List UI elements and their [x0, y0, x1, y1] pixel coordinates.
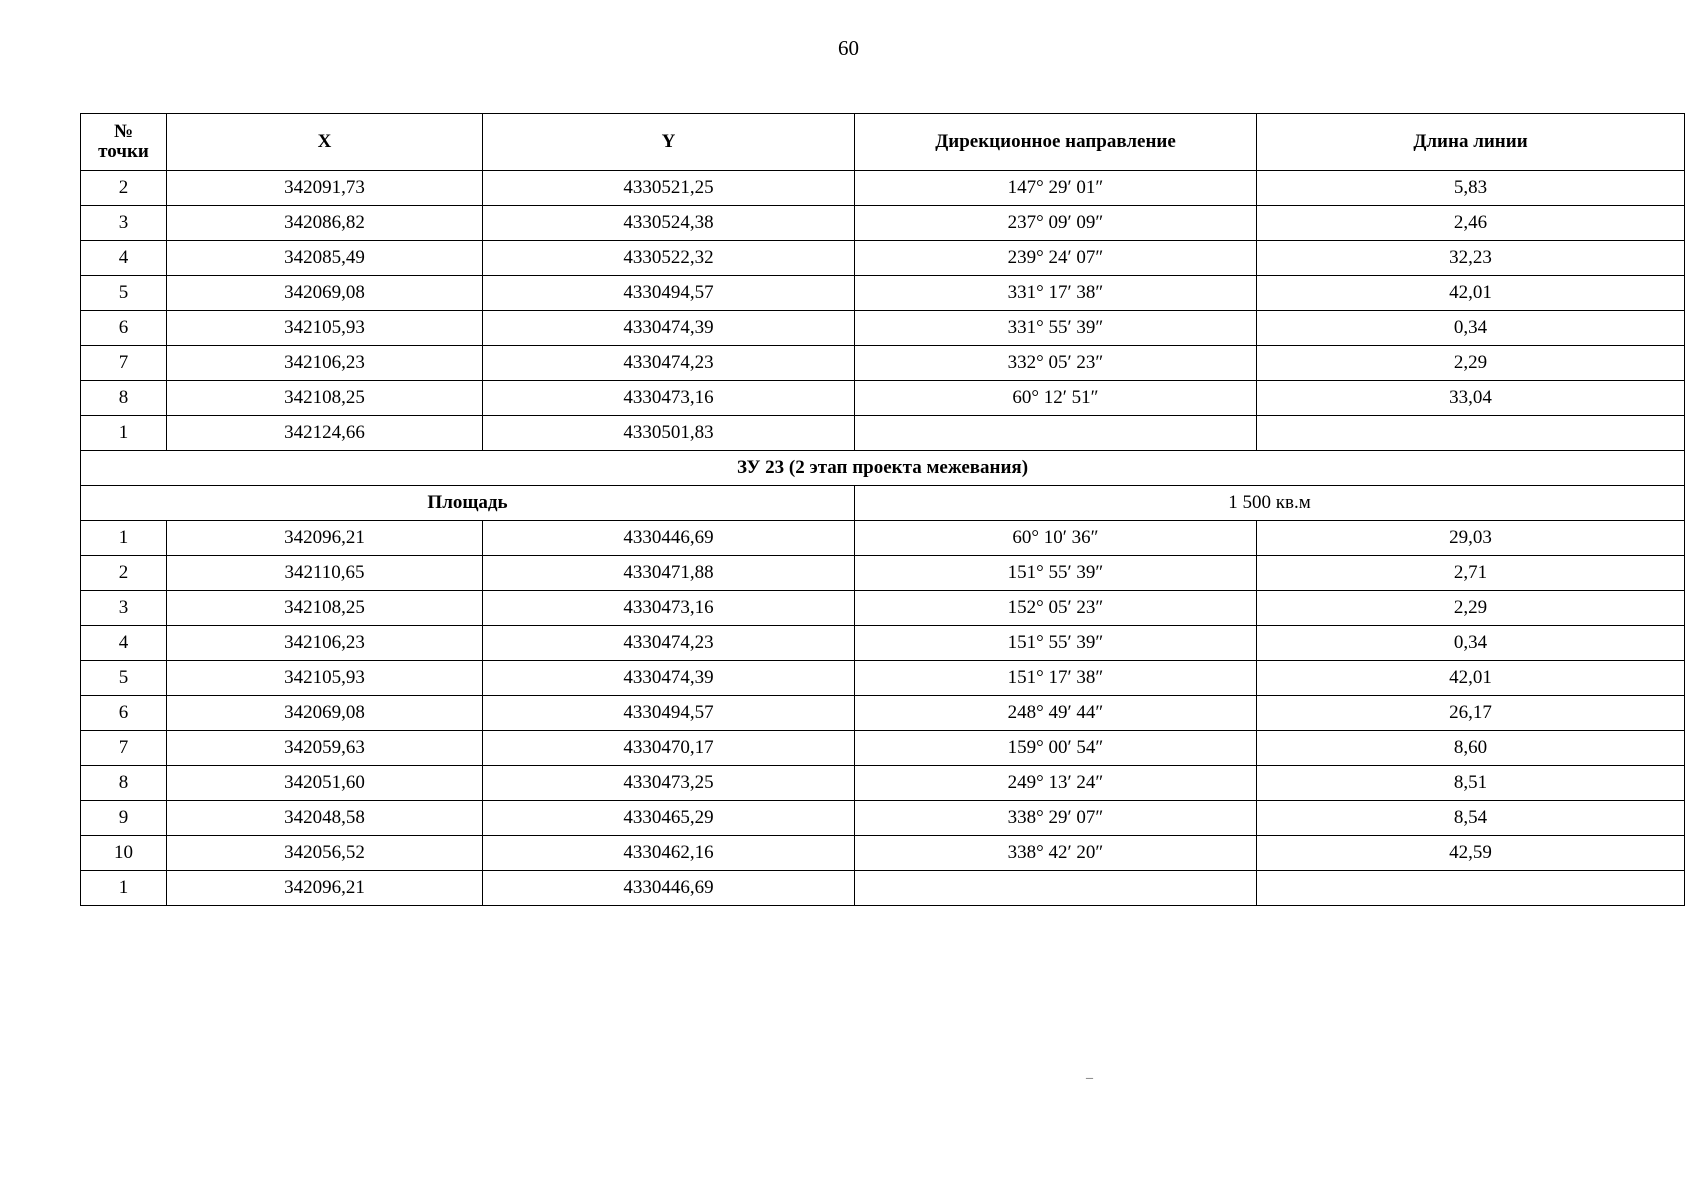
- table-row: [81, 521, 1685, 556]
- table-row: [81, 416, 1685, 451]
- y-cell: 4330473,16: [483, 591, 855, 626]
- x-cell: 342106,23: [167, 626, 483, 661]
- y-cell: 4330522,32: [483, 241, 855, 276]
- table-row: [81, 731, 1685, 766]
- bottom-rows: [81, 521, 1685, 906]
- length-cell: 32,23: [1257, 241, 1685, 276]
- section-title-row: [81, 451, 1685, 486]
- point-number-cell: 8: [81, 381, 167, 416]
- direction-cell: 332° 05′ 23″: [855, 346, 1257, 381]
- direction-cell: 152° 05′ 23″: [855, 591, 1257, 626]
- footer-mark: _: [1086, 1066, 1093, 1081]
- point-number-cell: 2: [81, 171, 167, 206]
- x-cell: 342091,73: [167, 171, 483, 206]
- area-row: [81, 486, 1685, 521]
- direction-cell: 159° 00′ 54″: [855, 731, 1257, 766]
- length-cell: 8,54: [1257, 801, 1685, 836]
- y-cell: 4330471,88: [483, 556, 855, 591]
- y-cell: 4330474,23: [483, 626, 855, 661]
- x-cell: 342108,25: [167, 591, 483, 626]
- table-row: [81, 871, 1685, 906]
- length-cell: 8,51: [1257, 766, 1685, 801]
- header-y: Y: [483, 114, 855, 171]
- page-number: 60: [838, 36, 859, 60]
- point-number-cell: 8: [81, 766, 167, 801]
- section-title: ЗУ 23 (2 этап проекта межевания): [81, 451, 1685, 486]
- x-cell: 342051,60: [167, 766, 483, 801]
- point-number-cell: 3: [81, 206, 167, 241]
- direction-cell: 338° 42′ 20″: [855, 836, 1257, 871]
- table-row: [81, 766, 1685, 801]
- direction-cell: 147° 29′ 01″: [855, 171, 1257, 206]
- x-cell: 342085,49: [167, 241, 483, 276]
- header-point-number: [81, 114, 167, 171]
- point-number-cell: 4: [81, 241, 167, 276]
- x-cell: 342106,23: [167, 346, 483, 381]
- section-block: [81, 451, 1685, 521]
- table-row: [81, 276, 1685, 311]
- x-cell: 342059,63: [167, 731, 483, 766]
- table-row: [81, 836, 1685, 871]
- length-cell: 42,01: [1257, 661, 1685, 696]
- point-number-cell: 2: [81, 556, 167, 591]
- area-value: 1 500 кв.м: [855, 486, 1685, 521]
- direction-cell: 249° 13′ 24″: [855, 766, 1257, 801]
- table-row: [81, 556, 1685, 591]
- table-row: [81, 626, 1685, 661]
- x-cell: 342056,52: [167, 836, 483, 871]
- table-row: [81, 206, 1685, 241]
- area-label: Площадь: [81, 486, 855, 521]
- point-number-cell: 5: [81, 661, 167, 696]
- length-cell: 8,60: [1257, 731, 1685, 766]
- x-cell: 342110,65: [167, 556, 483, 591]
- y-cell: 4330474,23: [483, 346, 855, 381]
- y-cell: 4330473,25: [483, 766, 855, 801]
- point-number-cell: 1: [81, 871, 167, 906]
- coordinates-table: [80, 113, 1685, 906]
- length-cell: 2,46: [1257, 206, 1685, 241]
- y-cell: 4330474,39: [483, 661, 855, 696]
- point-number-cell: 6: [81, 311, 167, 346]
- table-row: [81, 311, 1685, 346]
- y-cell: 4330462,16: [483, 836, 855, 871]
- length-cell: 26,17: [1257, 696, 1685, 731]
- length-cell: 5,83: [1257, 171, 1685, 206]
- length-cell: 29,03: [1257, 521, 1685, 556]
- x-cell: 342069,08: [167, 696, 483, 731]
- direction-cell: 239° 24′ 07″: [855, 241, 1257, 276]
- direction-cell: [855, 416, 1257, 451]
- direction-cell: 331° 55′ 39″: [855, 311, 1257, 346]
- point-number-cell: 7: [81, 346, 167, 381]
- point-number-cell: 6: [81, 696, 167, 731]
- point-number-cell: 4: [81, 626, 167, 661]
- x-cell: 342096,21: [167, 871, 483, 906]
- table-row: [81, 241, 1685, 276]
- y-cell: 4330521,25: [483, 171, 855, 206]
- x-cell: 342048,58: [167, 801, 483, 836]
- direction-cell: 151° 17′ 38″: [855, 661, 1257, 696]
- y-cell: 4330494,57: [483, 276, 855, 311]
- y-cell: 4330524,38: [483, 206, 855, 241]
- y-cell: 4330470,17: [483, 731, 855, 766]
- direction-cell: [855, 871, 1257, 906]
- header-point-number-symbol: №: [113, 121, 134, 142]
- header-point-number-label: точки: [98, 141, 149, 162]
- direction-cell: 237° 09′ 09″: [855, 206, 1257, 241]
- direction-cell: 331° 17′ 38″: [855, 276, 1257, 311]
- length-cell: 0,34: [1257, 626, 1685, 661]
- table-header-row: [81, 114, 1685, 171]
- direction-cell: 151° 55′ 39″: [855, 556, 1257, 591]
- header-direction: Дирекционное направление: [855, 114, 1257, 171]
- length-cell: 2,29: [1257, 591, 1685, 626]
- point-number-cell: 3: [81, 591, 167, 626]
- x-cell: 342069,08: [167, 276, 483, 311]
- table-row: [81, 661, 1685, 696]
- table-row: [81, 171, 1685, 206]
- point-number-cell: 10: [81, 836, 167, 871]
- x-cell: 342105,93: [167, 661, 483, 696]
- length-cell: 42,59: [1257, 836, 1685, 871]
- x-cell: 342096,21: [167, 521, 483, 556]
- x-cell: 342124,66: [167, 416, 483, 451]
- y-cell: 4330465,29: [483, 801, 855, 836]
- y-cell: 4330473,16: [483, 381, 855, 416]
- y-cell: 4330446,69: [483, 871, 855, 906]
- x-cell: 342108,25: [167, 381, 483, 416]
- length-cell: 33,04: [1257, 381, 1685, 416]
- length-cell: 2,29: [1257, 346, 1685, 381]
- y-cell: 4330474,39: [483, 311, 855, 346]
- direction-cell: 60° 12′ 51″: [855, 381, 1257, 416]
- point-number-cell: 5: [81, 276, 167, 311]
- length-cell: 2,71: [1257, 556, 1685, 591]
- x-cell: 342086,82: [167, 206, 483, 241]
- direction-cell: 248° 49′ 44″: [855, 696, 1257, 731]
- direction-cell: 338° 29′ 07″: [855, 801, 1257, 836]
- y-cell: 4330446,69: [483, 521, 855, 556]
- point-number-cell: 1: [81, 521, 167, 556]
- direction-cell: 151° 55′ 39″: [855, 626, 1257, 661]
- table-row: [81, 696, 1685, 731]
- length-cell: 0,34: [1257, 311, 1685, 346]
- x-cell: 342105,93: [167, 311, 483, 346]
- top-rows: [81, 171, 1685, 451]
- y-cell: 4330501,83: [483, 416, 855, 451]
- length-cell: [1257, 416, 1685, 451]
- table-row: [81, 346, 1685, 381]
- table-row: [81, 381, 1685, 416]
- point-number-cell: 7: [81, 731, 167, 766]
- direction-cell: 60° 10′ 36″: [855, 521, 1257, 556]
- length-cell: 42,01: [1257, 276, 1685, 311]
- header-x: X: [167, 114, 483, 171]
- point-number-cell: 1: [81, 416, 167, 451]
- table-row: [81, 591, 1685, 626]
- point-number-cell: 9: [81, 801, 167, 836]
- table-row: [81, 801, 1685, 836]
- header-length: Длина линии: [1257, 114, 1685, 171]
- length-cell: [1257, 871, 1685, 906]
- y-cell: 4330494,57: [483, 696, 855, 731]
